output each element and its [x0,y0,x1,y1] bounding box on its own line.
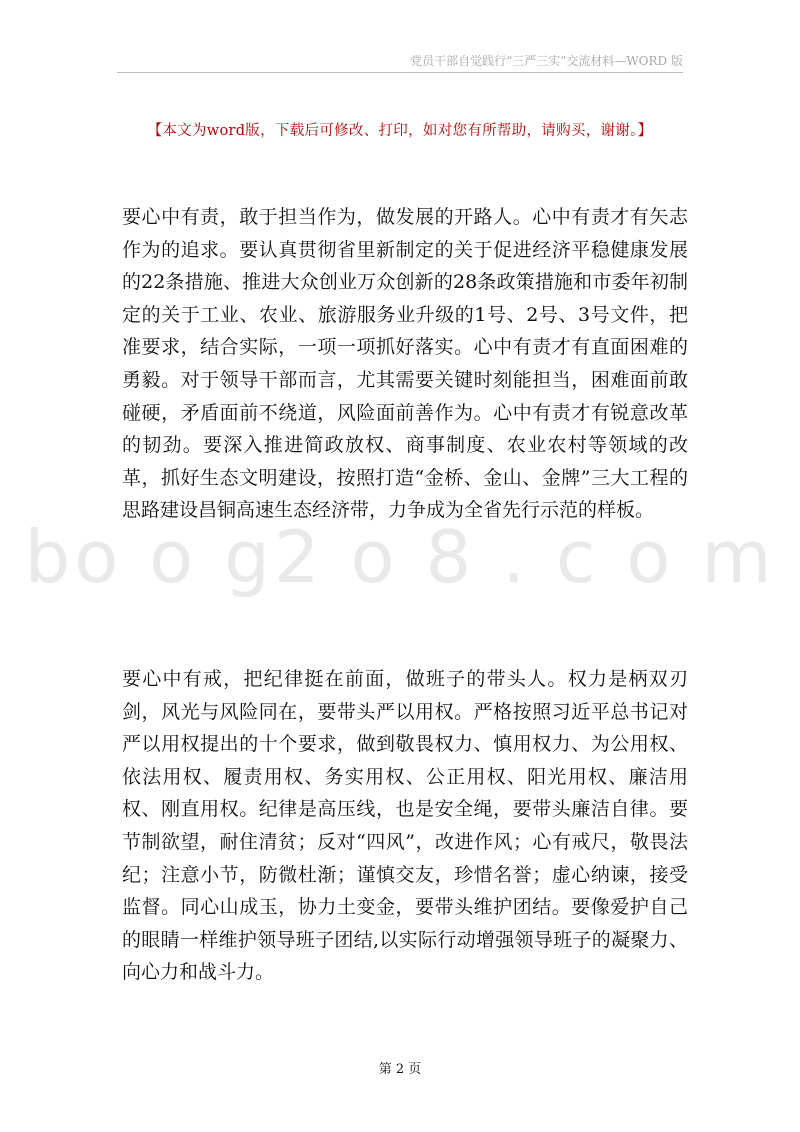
paragraph-discipline: 要心中有戒，把纪律挺在前面，做班子的带头人。权力是柄双刃剑，风光与风险同在，要带头严以用权。严格按照习近平总书记对严以用权提出的十个要求，做到敬畏权力、慎用权力、为公用权、依法用权、履责用权、务实用权、公正用权、阳光用权、廉洁用权、刚直用权。纪律是高压线，也是安全绳，要带头廉洁自律。要节制欲望，耐住清贫；反对“四风”，改进作风；心有戒尺，敬畏法纪；注意小节，防微杜渐；谨慎交友，珍惜名誉；虚心纳谏，接受监督。同心山成玉，协力土变金，要带头维护团结。要像爱护自己的眼睛一样维护领导班子团结,以实际行动增强领导班子的凝聚力、向心力和战斗力。 [122,668,688,984]
watermark: bo o g2 o 8 . c o m [24,515,776,599]
header-divider [117,72,683,73]
purchase-notice: 【本文为word版，下载后可修改、打印，如对您有所帮助，请购买，谢谢。】 [147,123,653,139]
document-header: 党员干部自觉践行“三严三实”交流材料—WORD 版 [410,54,683,68]
page-number: 第 2 页 [378,1062,422,1077]
paragraph-responsibility: 要心中有责，敢于担当作为，做发展的开路人。心中有责才有矢志作为的追求。要认真贯彻省里新制定的关于促进经济平稳健康发展的22条措施、推进大众创业万众创新的28条政策措施和市委年初制定的关于工业、农业、旅游服务业升级的1号、2号、3号文件，把准要求，结合实际，一项一项抓好落实。心中有责才有直面困难的勇毅。对于领导干部而言，尤其需要关键时刻能担当，困难面前敢碰硬，矛盾面前不绕道，风险面前善作为。心中有责才有锐意改革的韧劲。要深入推进简政放权、商事制度、农业农村等领域的改革，抓好生态文明建设，按照打造“金桥、金山、金牌”三大工程的思路建设昌铜高速生态经济带，力争成为全省先行示范的样板。 [122,206,688,522]
